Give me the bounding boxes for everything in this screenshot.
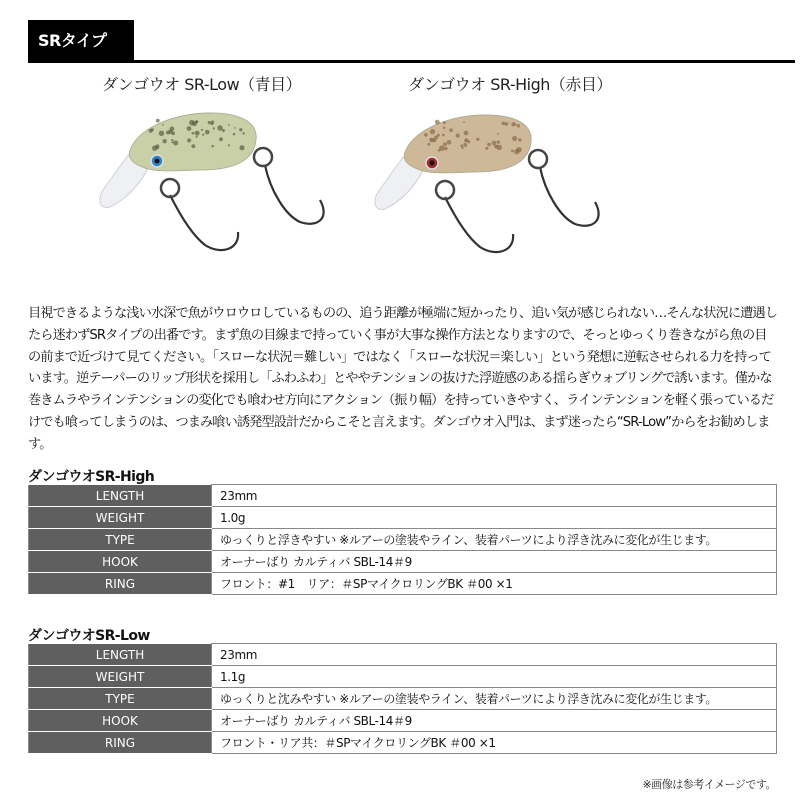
lure-caption-sr-low: ダンゴウオ SR-Low（青目） xyxy=(102,75,302,94)
lure-speckle xyxy=(485,147,488,150)
lure-speckle xyxy=(442,134,445,137)
spec-label: HOOK xyxy=(29,710,212,732)
lure-speckle xyxy=(467,140,470,143)
lure-speckle xyxy=(443,121,446,124)
lure-speckle xyxy=(169,127,174,132)
lure-speckle xyxy=(228,144,230,146)
spec-label: RING xyxy=(29,573,212,595)
lure-speckle xyxy=(511,150,514,153)
spec-row-type xyxy=(29,688,777,710)
lure-speckle xyxy=(222,129,225,132)
spec-row-ring xyxy=(29,732,777,754)
lure-pupil xyxy=(155,159,160,164)
lure-speckle xyxy=(464,131,469,136)
lure-speckle xyxy=(217,125,222,130)
lure-speckle xyxy=(476,138,479,141)
lure-speckle xyxy=(211,123,213,125)
lure-speckle xyxy=(191,144,195,148)
lure-speckle xyxy=(162,124,164,126)
spec-value: 1.0g xyxy=(212,507,777,529)
spec-row-hook xyxy=(29,551,777,573)
spec-label: LENGTH xyxy=(29,644,212,666)
spec-label: TYPE xyxy=(29,529,212,551)
lure-speckle xyxy=(202,133,204,135)
spec-row-ring xyxy=(29,573,777,595)
lure-image-sr-low xyxy=(100,113,324,250)
lure-speckle xyxy=(505,122,509,126)
lure-speckle xyxy=(242,132,245,135)
lure-speckle xyxy=(432,138,436,142)
lure-speckle xyxy=(201,129,203,131)
lure-speckle xyxy=(195,120,198,123)
section-divider xyxy=(28,60,795,63)
spec-label: TYPE xyxy=(29,688,212,710)
spec-table-sr-high xyxy=(28,484,777,595)
lure-speckle xyxy=(444,147,447,150)
lure-images xyxy=(0,95,800,275)
spec-label: WEIGHT xyxy=(29,507,212,529)
lure-speckle xyxy=(213,127,215,129)
lure-speckle xyxy=(464,140,466,142)
lure-speckle xyxy=(234,127,236,129)
lure-speckle xyxy=(430,129,435,134)
lure-speckle xyxy=(211,145,214,148)
hook xyxy=(265,165,324,224)
spec-value: 23mm xyxy=(212,485,777,507)
lure-speckle xyxy=(517,124,520,127)
lure-speckle xyxy=(156,119,160,123)
lure-speckle xyxy=(437,134,440,137)
lure-speckle xyxy=(239,128,242,131)
lure-speckle xyxy=(156,147,159,150)
lure-speckle xyxy=(430,138,432,140)
lure-speckle xyxy=(159,131,164,136)
lure-speckle xyxy=(497,140,500,143)
lure-speckle xyxy=(502,122,506,126)
lure-speckle xyxy=(514,149,519,154)
lure-speckle xyxy=(162,139,166,143)
lure-speckle xyxy=(228,124,230,126)
lure-speckle xyxy=(447,140,452,145)
lure-speckle xyxy=(239,145,244,150)
hook xyxy=(540,167,599,226)
spec-label: RING xyxy=(29,732,212,754)
split-ring xyxy=(436,181,454,199)
spec-value: 23mm xyxy=(212,644,777,666)
lure-speckle xyxy=(463,143,467,147)
spec-value: ゆっくりと浮きやすい ※ルアーの塗装やライン、装着パーツにより浮き沈みに変化が生じます。 xyxy=(212,529,777,551)
lure-speckle xyxy=(487,143,491,147)
split-ring xyxy=(254,148,272,166)
lure-speckle xyxy=(456,134,460,138)
lure-image-sr-high xyxy=(375,115,599,252)
lure-speckle xyxy=(149,129,153,133)
spec-value: 1.1g xyxy=(212,666,777,688)
split-ring xyxy=(529,150,547,168)
lure-speckle xyxy=(195,131,200,136)
section-title: SRタイプ xyxy=(28,20,134,62)
image-note: ※画像は参考イメージです。 xyxy=(642,778,776,791)
spec-table-sr-low xyxy=(28,643,777,754)
spec-label: WEIGHT xyxy=(29,666,212,688)
lure-speckle xyxy=(191,132,194,135)
hook xyxy=(170,195,238,250)
lure-speckle xyxy=(435,120,440,125)
lure-speckle xyxy=(424,133,427,136)
spec-label: LENGTH xyxy=(29,485,212,507)
lure-speckle xyxy=(171,139,173,141)
lure-speckle xyxy=(187,126,192,131)
lure-speckle xyxy=(427,143,430,146)
spec-row-type xyxy=(29,529,777,551)
lure-speckle xyxy=(187,138,191,142)
lure-caption-sr-high: ダンゴウオ SR-High（赤目） xyxy=(408,75,612,94)
spec-row-length xyxy=(29,485,777,507)
lure-speckle xyxy=(463,121,465,123)
hook xyxy=(445,197,513,252)
lure-speckle xyxy=(518,138,521,141)
split-ring xyxy=(161,179,179,197)
spec-label: HOOK xyxy=(29,551,212,573)
spec-row-hook xyxy=(29,710,777,732)
lure-speckle xyxy=(512,136,517,141)
lure-speckle xyxy=(219,137,223,141)
description-text: 目視できるような浅い水深で魚がウロウロしているものの、追う距離が極端に短かったり、追い気が感じられない…そんな状況に遭遇したら迷わずSRタイプの出番です。まず魚の目線まで持っていく事が大事な操作方法となりますので、そっとゆっくり巻きながら魚の目の前まで近づけて見てください。「スローな状況＝難しい」ではなく「スローな状況＝楽しい」という発想に逆転させられる力を持っています。逆テーパーのリップ形状を採用し「ふわふわ」とややテンションの抜けた浮遊感のある揺らぎウォブリングで誘います。僅かな巻きムラやラインテンションの変化でも喰わせ方向にアクション（振り幅）を持っていきやすく、ラインテンションを軽く張っているだけでも喰ってしまうのは、つまみ喰い誘発型設計だからこそと言えます。ダンゴウオ入門は、まず迷ったら“SR-Low”からをお勧めします。 xyxy=(28,306,778,452)
lure-speckle xyxy=(511,122,515,126)
spec-value: オーナーばり カルティバ SBL-14＃9 xyxy=(212,551,777,573)
lure-speckle xyxy=(497,133,499,135)
lure-speckle xyxy=(494,144,498,148)
lure-speckle xyxy=(205,130,210,135)
spec-title-sr-high: ダンゴウオSR-High xyxy=(28,469,155,485)
spec-row-length xyxy=(29,644,777,666)
spec-value: オーナーばり カルティバ SBL-14＃9 xyxy=(212,710,777,732)
spec-value: フロント・リア共：＃SPマイクロリングBK ＃00 ×1 xyxy=(212,732,777,754)
lure-pupil xyxy=(430,161,435,166)
lure-speckle xyxy=(460,144,463,147)
lure-speckle xyxy=(443,142,447,146)
spec-value: ゆっくりと沈みやすい ※ルアーの塗装やライン、装着パーツにより浮き沈みに変化が生じます。 xyxy=(212,688,777,710)
lure-speckle xyxy=(173,140,178,145)
lure-speckle xyxy=(196,136,198,138)
spec-row-weight xyxy=(29,507,777,529)
spec-value: フロント：#1 リア：＃SPマイクロリングBK ＃00 ×1 xyxy=(212,573,777,595)
lure-speckle xyxy=(208,121,211,124)
spec-row-weight xyxy=(29,666,777,688)
lure-speckle xyxy=(443,127,445,129)
lure-speckle xyxy=(438,149,441,152)
lure-speckle xyxy=(449,128,453,132)
lure-speckle xyxy=(233,133,236,136)
spec-title-sr-low: ダンゴウオSR-Low xyxy=(28,628,150,644)
